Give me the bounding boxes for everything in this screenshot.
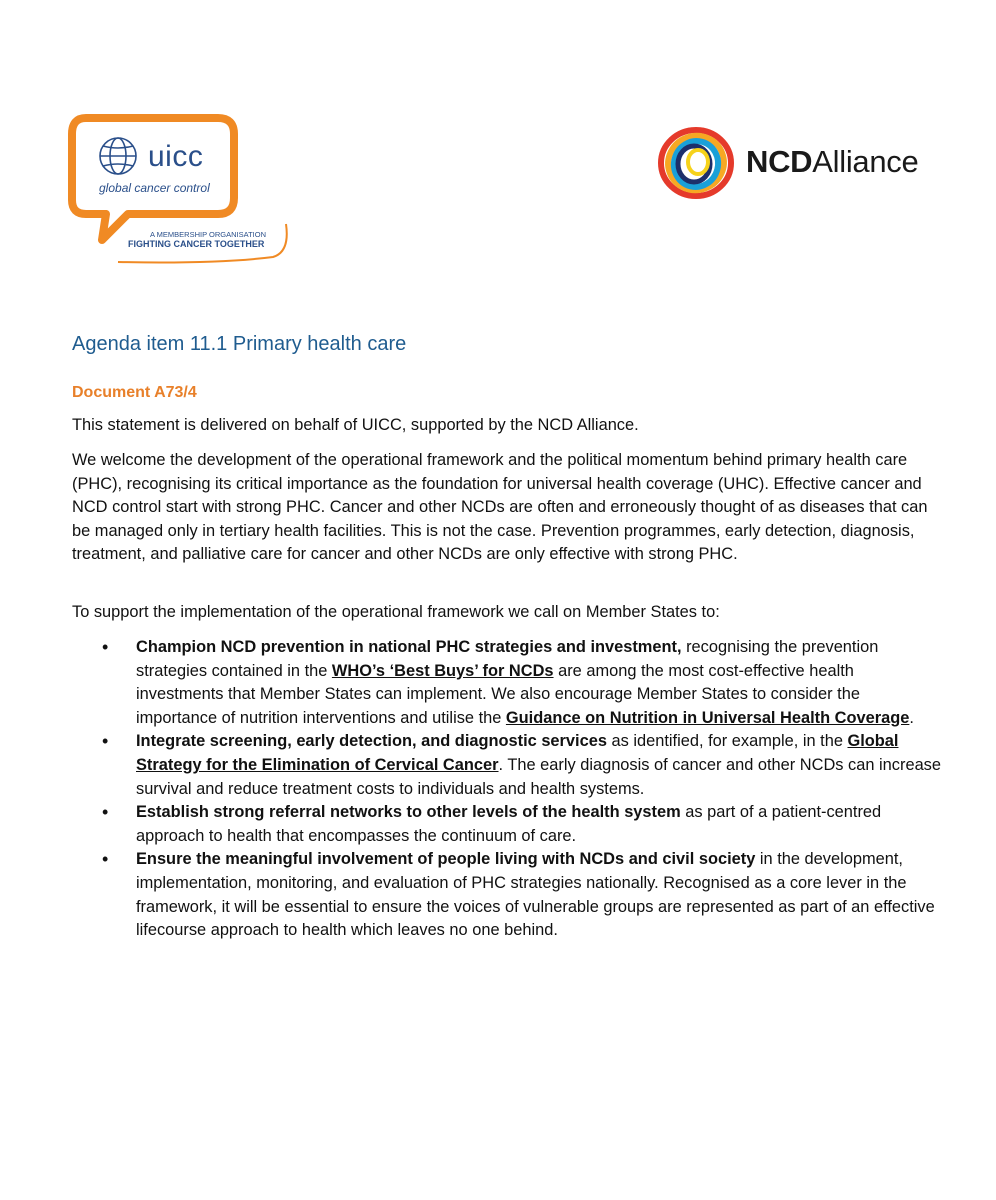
bullet-icon: • xyxy=(102,849,109,870)
calls-list xyxy=(72,636,942,943)
ncd-rings-icon xyxy=(656,124,736,202)
bullet-icon: • xyxy=(102,802,109,823)
list-item xyxy=(72,801,942,848)
call-text: . xyxy=(909,708,914,727)
bullet-icon: • xyxy=(102,731,109,752)
call-text: as identified, for example, in the xyxy=(606,732,848,751)
agenda-heading: Agenda item 11.1 Primary health care xyxy=(72,333,407,355)
call-text: recognising the prevention strategies contained in the xyxy=(136,638,879,680)
best-buys-link[interactable]: WHO’s ‘Best Buys’ for NCDs xyxy=(331,661,554,680)
list-item xyxy=(72,730,942,801)
ncd-wordmark-rest: Alliance xyxy=(812,144,919,179)
bullet-icon: • xyxy=(102,637,109,657)
uicc-wordmark: uicc xyxy=(148,140,204,173)
intro-paragraph: This statement is delivered on behalf of UICC, supported by the NCD Alliance. xyxy=(72,416,639,434)
call-intro-paragraph: To support the implementation of the operational framework we call on Member States to: xyxy=(72,603,720,621)
document-number: Document A73/4 xyxy=(72,384,197,401)
uicc-tagline: global cancer control xyxy=(99,181,210,195)
ncd-wordmark-bold: NCD xyxy=(746,144,813,179)
globe-icon xyxy=(100,138,136,174)
call-text: . The early diagnosis of cancer and other NCDs can increase survival and reduce treatment costs to individuals and health systems. xyxy=(136,755,941,798)
ncd-wordmark xyxy=(746,144,918,180)
call-lead: Champion NCD prevention in national PHC strategies and investment, xyxy=(136,638,682,656)
call-lead: Establish strong referral networks to other levels of the health system xyxy=(136,803,681,822)
call-lead: Ensure the meaningful involvement of people living with NCDs and civil society xyxy=(136,850,756,869)
call-lead: Integrate screening, early detection, and diagnostic services xyxy=(136,732,607,751)
list-item xyxy=(72,636,942,730)
list-item xyxy=(72,848,942,942)
call-text: are among the most cost-effective health investments that Member States can implement. We also encourage Member States to consider the importance of nutrition interventions and utilise the xyxy=(136,661,860,727)
uicc-subline-fighting: FIGHTING CANCER TOGETHER xyxy=(128,239,265,249)
cervical-cancer-strategy-link[interactable]: Global Strategy for the Elimination of Cervical Cancer xyxy=(136,732,899,774)
call-text: as part of a patient-centred approach to health that encompasses the continuum of care. xyxy=(136,803,882,845)
nutrition-guidance-link[interactable]: Guidance on Nutrition in Universal Health Coverage xyxy=(505,708,910,727)
uicc-subline-membership: A MEMBERSHIP ORGANISATION xyxy=(150,230,266,239)
welcome-paragraph: We welcome the development of the operational framework and the political momentum behind primary health care (PHC), recognising its critical importance as the foundation for universal health coverage (UHC). Effective cancer and NCD control start with strong PHC. Cancer and other NCDs are often and erroneously thought of as diseases that can be managed only in tertiary health facilities. This is not the case. Prevention programmes, early detection, diagnosis, treatment, and palliative care for cancer and other NCDs are only effective with strong PHC. xyxy=(72,451,928,564)
call-text: in the development, implementation, monitoring, and evaluation of PHC strategies nationally. Recognised as a core lever in the framework, it will be essential to ensure the voices of vulnerable groups are represented as part of an effective lifecourse approach to health which leaves no one behind. xyxy=(136,850,935,940)
